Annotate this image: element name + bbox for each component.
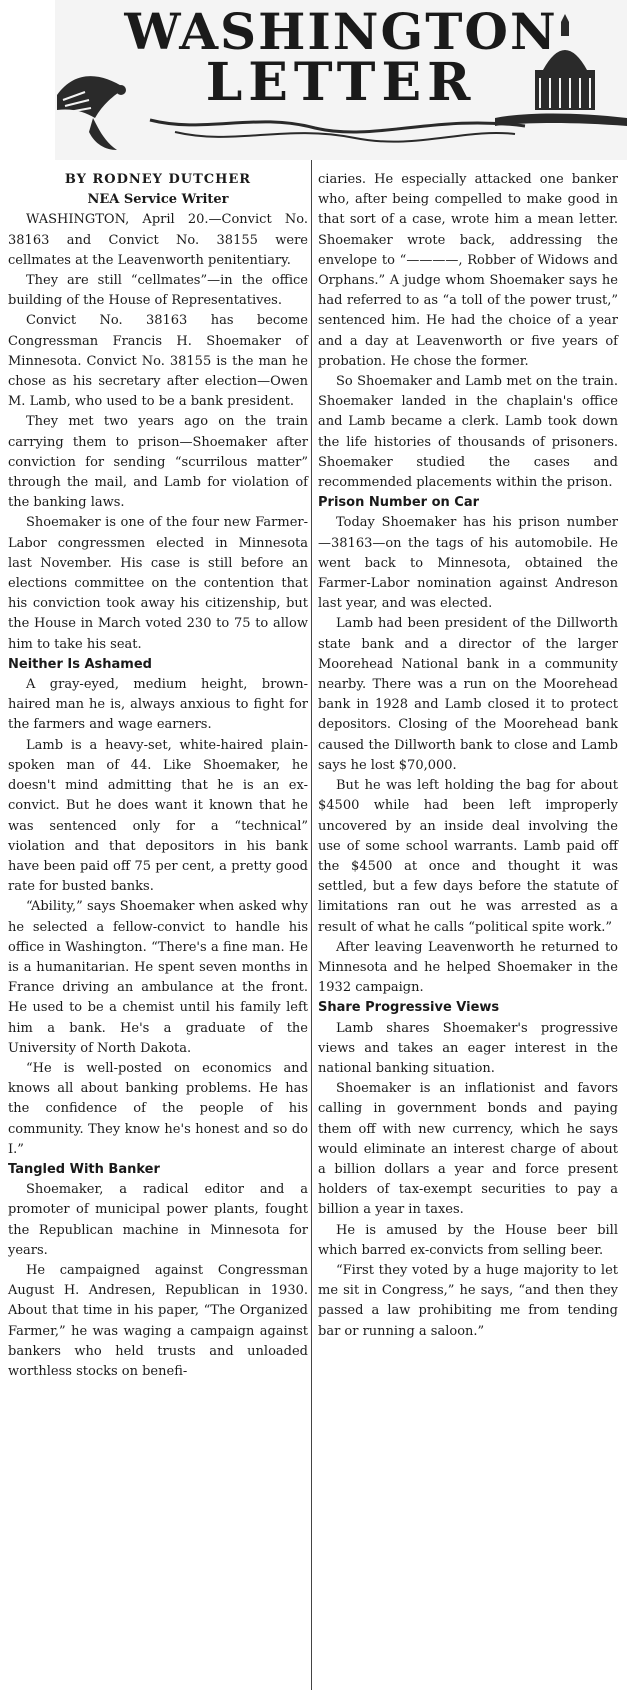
subheading: Neither Is Ashamed xyxy=(8,656,152,672)
paragraph: WASHINGTON, April 20.—Convict No. 38163 and Convict No. 38155 were cellmates at the Leavenworth penitentiary. xyxy=(8,212,308,268)
paragraph: Today Shoemaker has his prison number—38163—on the tags of his automobile. He went back to Minnesota, obtained the Farmer-Labor nomination against Andreson last year, and was elected. xyxy=(318,515,618,612)
paragraph: He campaigned against Congressman August H. Andresen, Republican in 1930. About that time in his paper, “The Organized Farmer,” he was waging a campaign against bankers who held trusts and unloaded worthless stocks on benefi- xyxy=(8,1262,308,1379)
byline: BY RODNEY DUTCHER xyxy=(64,172,252,187)
paragraph: Shoemaker is one of the four new Farmer-Labor congressmen elected in Minnesota last November. His case is still before an elections committee on the contention that his conviction took away his citizenship, but the House in March voted 230 to 75 to allow him to take his seat. xyxy=(8,515,308,652)
paragraph: Shoemaker, a radical editor and a promoter of municipal power plants, fought the Republican machine in Minnesota for years. xyxy=(8,1182,308,1258)
paragraph: “He is well-posted on economics and knows all about banking problems. He has the confidence of the people of his community. They know he's honest and so do I.” xyxy=(8,1060,308,1157)
masthead-title-line1: WASHINGTON xyxy=(124,2,558,61)
paragraph: Lamb had been president of the Dillworth state bank and a director of the larger Moorehead National bank in a community nearby. There was a run on the Moorehead bank in 1928 and Lamb closed it to protect depositors. Closing of the Moorehead bank caused the Dillworth bank to close and Lamb says he lost $70,000. xyxy=(318,616,618,773)
paragraph: He is amused by the House beer bill which barred ex-convicts from selling beer. xyxy=(318,1222,618,1258)
right-column xyxy=(318,170,618,1342)
paragraph: Lamb shares Shoemaker's progressive views and takes an eager interest in the national banking situation. xyxy=(318,1020,618,1076)
paragraph: Lamb is a heavy-set, white-haired plain-spoken man of 44. Like Shoemaker, he doesn't mind admitting that he is an ex-convict. But he does want it known that he was sentenced only for a “technical” violation and that depositors in his bank have been paid off 75 per cent, a pretty good rate for busted banks. xyxy=(8,737,308,895)
subheading: Prison Number on Car xyxy=(318,495,480,511)
left-column-body xyxy=(8,210,308,1382)
paragraph: Convict No. 38163 has become Congressman Francis H. Shoemaker of Minnesota. Convict No. 38155 is the man he chose as his secretary after election—Owen M. Lamb, who used to be a bank president. xyxy=(8,313,308,410)
paragraph: They are still “cellmates”—in the office building of the House of Representatives. xyxy=(8,273,308,309)
left-column xyxy=(8,170,308,1382)
subheading: Tangled With Banker xyxy=(8,1161,160,1177)
right-column-body xyxy=(318,170,618,1342)
paragraph: They met two years ago on the train carrying them to prison—Shoemaker after conviction for sending “scurrilous matter” through the mail, and Lamb for violation of the banking laws. xyxy=(8,414,308,511)
masthead xyxy=(55,0,627,160)
paragraph: Shoemaker is an inflationist and favors calling in government bonds and paying them off with new currency, which he says would eliminate an interest charge of about a billion dollars a year and force present holders of tax-exempt securities to pay a billion a year in taxes. xyxy=(318,1081,618,1218)
paragraph: ciaries. He especially attacked one banker who, after being compelled to make good in that sort of a case, wrote him a mean letter. Shoemaker wrote back, addressing the envelope to “————, Robber of Widows and Orphans.” A judge whom Shoemaker says he had referred to as “a toll of the power trust,” sentenced him. He had the choice of a year and a day at Leavenworth or five years of probation. He chose the former. xyxy=(318,172,618,369)
masthead-title-line2: LETTER xyxy=(205,52,477,113)
paragraph: “Ability,” says Shoemaker when asked why he selected a fellow-convict to handle his office in Washington. “There's a fine man. He is a humanitarian. He spent seven months in France driving an ambulance at the front. He used to be a chemist until his family left him a bank. He's a graduate of the University of North Dakota. xyxy=(8,899,308,1056)
subheading: Share Progressive Views xyxy=(318,1000,500,1016)
paragraph: So Shoemaker and Lamb met on the train. Shoemaker landed in the chaplain's office and Lamb became a clerk. Lamb took down the life histories of thousands of prisoners. Shoemaker studied the cases and recommended placements within the prison. xyxy=(318,374,618,491)
paragraph: A gray-eyed, medium height, brown-haired man he is, always anxious to fight for the farmers and wage earners. xyxy=(8,677,308,733)
paragraph: After leaving Leavenworth he returned to Minnesota and he helped Shoemaker in the 1932 campaign. xyxy=(318,939,618,996)
byline-role: NEA Service Writer xyxy=(87,192,229,208)
column-rule xyxy=(311,160,312,1690)
paragraph: “First they voted by a huge majority to let me sit in Congress,” he says, “and then they passed a law prohibiting me from tending bar or running a saloon.” xyxy=(318,1262,618,1339)
paragraph: But he was left holding the bag for about $4500 while had been left improperly uncovered by an inside deal involving the use of some school warrants. Lamb paid off the $4500 at once and thought it was settled, but a few days before the statute of limitations ran out he was arrested as a result of what he calls “political spite work.” xyxy=(318,778,618,935)
